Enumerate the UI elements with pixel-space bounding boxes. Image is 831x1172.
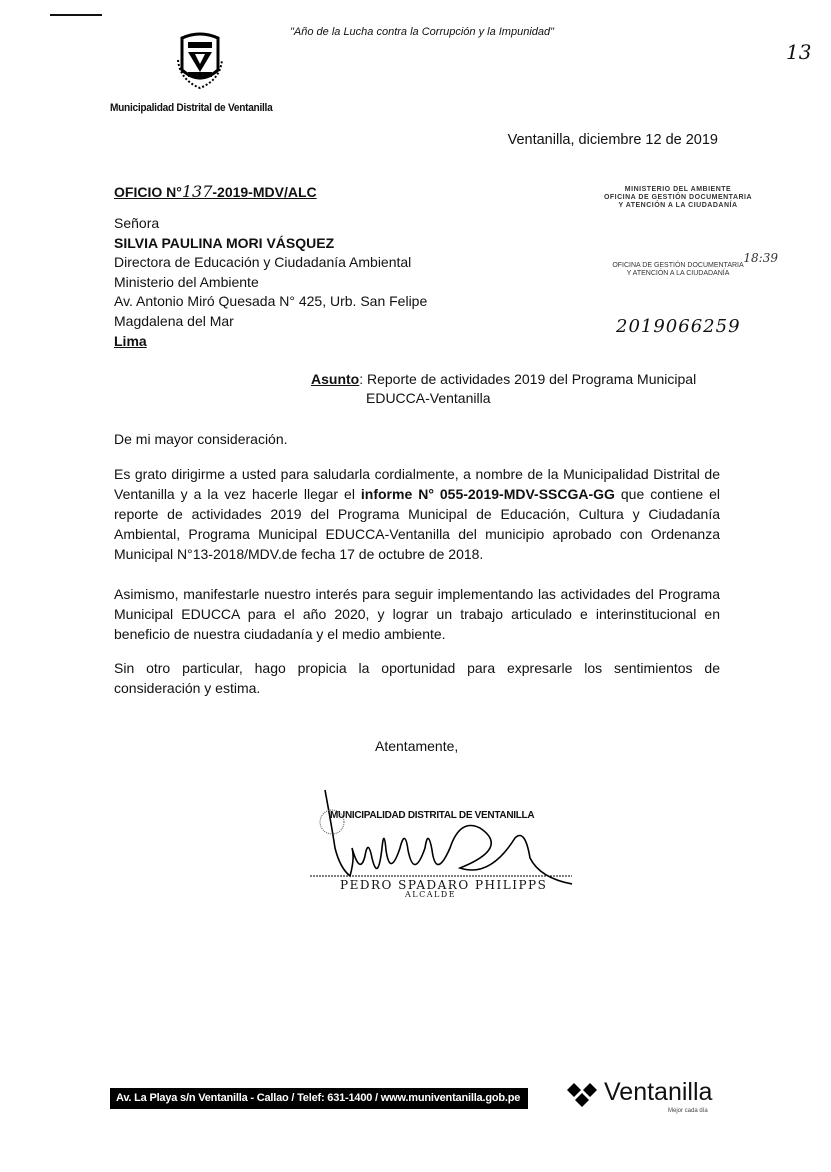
closing: Atentamente, [375,738,459,754]
recipient-position: Directora de Educación y Ciudadanía Ambiental [114,254,412,271]
footer-contact-bar: Av. La Playa s/n Ventanilla - Callao / Telef: 631-1400 / www.muniventanilla.gob.pe [110,1088,528,1109]
stamp-line: OFICINA DE GESTIÓN DOCUMENTARIA [612,262,744,269]
subject-text: : Reporte de actividades 2019 del Programa Municipal [359,371,697,387]
year-motto: "Año de la Lucha contra la Corrupción y la Impunidad" [290,26,555,38]
subject-text-continued: EDUCCA-Ventanilla [366,390,491,406]
footer-brand: Ventanilla [604,1078,713,1106]
recipient-district: Magdalena del Mar [114,312,234,329]
stamp-line: Y ATENCIÓN A LA CIUDADANÍA [626,270,730,277]
recipient-address: Av. Antonio Miró Quesada N° 425, Urb. San Felipe [114,293,428,310]
institution-name: Municipalidad Distrital de Ventanilla [110,102,273,114]
registry-number-handwritten: 2019066259 [616,316,741,337]
oficio-number-handwritten: 137 [181,182,213,201]
reception-stamp [578,186,778,306]
stamp-line: OFICINA DE GESTIÓN DOCUMENTARIA [603,194,753,201]
recipient-organization: Ministerio del Ambiente [114,273,259,290]
body-paragraph-1 [114,464,720,564]
greeting: De mi mayor consideración. [114,431,288,447]
signature-block [310,788,572,900]
oficio-suffix: -2019-MDV/ALC [212,184,317,200]
handwritten-page-number: 13 [786,40,812,64]
paragraph-text: que contiene el reporte de actividades 2019 del Programa Municipal de Educación, Cultura y Ciudadanía Ambiental, Programa Municipal EDUCCA-Ventanilla del municipio aprobado con Ordenanza Municipal N°13-2018/MDV.de fecha 17 de octubre de 2018. [114,486,720,562]
paragraph-text: Es grato dirigirme a usted para saludarla cordialmente, a nombre de la Municipalidad Distrital de Ventanilla y a la vez hacerle llegar el [114,466,720,502]
letter-date: Ventanilla, diciembre 12 de 2019 [507,132,718,148]
municipal-crest-logo [176,30,224,94]
ventanilla-diamond-logo-icon [565,1080,601,1112]
oficio-prefix: OFICIO N° [114,184,182,200]
subject-label: Asunto [311,371,360,387]
stamp-line: MINISTERIO DEL AMBIENTE [624,186,732,193]
oficio-reference [114,182,317,201]
recipient-block [114,214,427,351]
signatory-name: PEDRO SPADARO PHILIPPS [340,878,548,892]
footer-slogan: Mejor cada día [668,1108,708,1114]
stamp-time: 18:39 [743,251,778,265]
scan-mark-line [50,14,102,16]
seal-text: MUNICIPALIDAD DISTRITAL DE VENTANILLA [330,810,535,821]
stamp-line: Y ATENCIÓN A LA CIUDADANÍA [618,202,738,209]
subject-line [311,370,711,408]
salutation: Señora [114,215,160,231]
recipient-city: Lima [114,332,147,349]
body-paragraph-2: Asimismo, manifestarle nuestro interés para seguir implementando las actividades del Programa Municipal EDUCCA para el año 2020, y lograr un trabajo articulado e interinstitucional en beneficio de nuestra ciudadanía y el medio ambiente. [114,586,720,642]
body-paragraph-3: Sin otro particular, hago propicia la oportunidad para expresarle los sentimientos de consideración y estima. [114,660,720,696]
report-reference: informe N° 055-2019-MDV-SSCGA-GG [360,486,615,502]
recipient-name: SILVIA PAULINA MORI VÁSQUEZ [114,234,335,251]
signatory-title: ALCALDE [405,890,457,899]
